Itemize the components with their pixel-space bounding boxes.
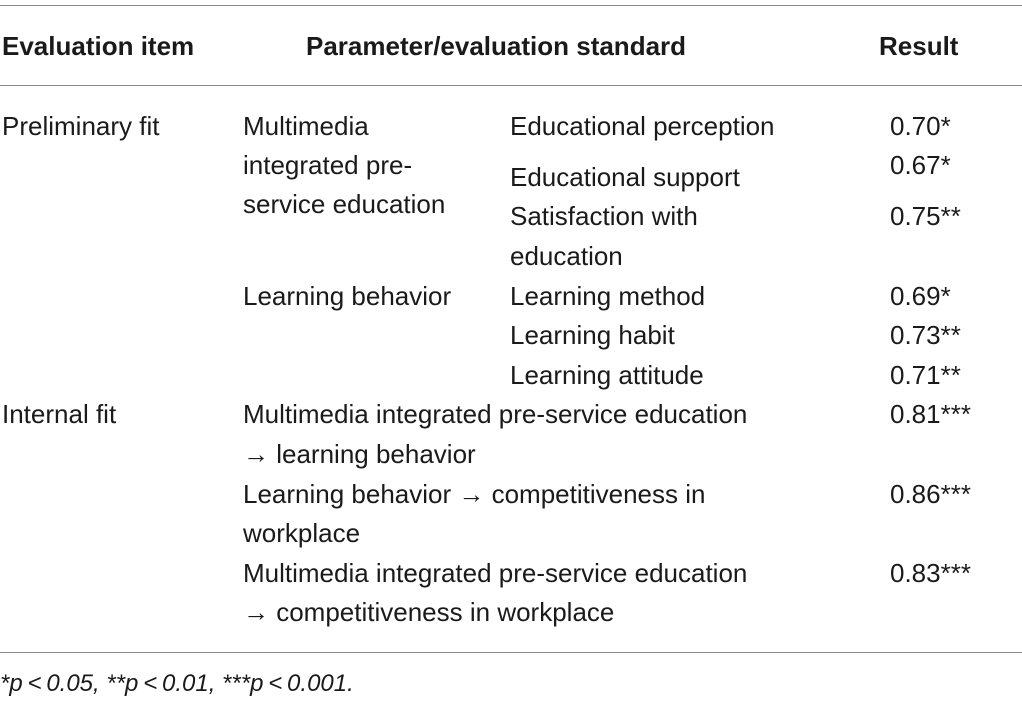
result-internal-2: 0.86***: [890, 479, 971, 509]
result-satisfaction: 0.75**: [890, 201, 961, 231]
result-learning-method: 0.69*: [890, 281, 951, 311]
standard-internal-3-line-1: Multimedia integrated pre-service education: [243, 558, 748, 588]
header-parameter-standard: Parameter/evaluation standard: [306, 31, 687, 61]
standard-educational-support: Educational support: [510, 162, 740, 192]
subgroup-learning-behavior: Learning behavior: [243, 281, 452, 311]
result-learning-attitude: 0.71**: [890, 360, 961, 390]
result-internal-1: 0.81***: [890, 399, 971, 429]
standard-learning-method: Learning method: [510, 281, 706, 311]
standard-satisfaction-line-2: education: [510, 241, 623, 271]
subgroup-multimedia-line-2: integrated pre-: [243, 150, 413, 180]
result-educational-support: 0.67*: [890, 150, 951, 180]
standard-internal-2-line-1: Learning behavior → competitiveness in: [243, 479, 706, 509]
standard-internal-3-line-2: → competitiveness in workplace: [243, 597, 615, 627]
standard-educational-perception: Educational perception: [510, 111, 775, 141]
standard-internal-1-line-1: Multimedia integrated pre-service education: [243, 399, 748, 429]
standard-internal-2-line-2: workplace: [243, 518, 361, 548]
header-evaluation-item: Evaluation item: [2, 31, 195, 61]
result-educational-perception: 0.70*: [890, 111, 951, 141]
table-top-rule: [0, 5, 1022, 6]
header-bottom-rule: [0, 85, 1022, 86]
subgroup-multimedia-line-3: service education: [243, 189, 446, 219]
standard-learning-habit: Learning habit: [510, 320, 675, 350]
result-learning-habit: 0.73**: [890, 320, 961, 350]
standard-learning-attitude: Learning attitude: [510, 360, 704, 390]
row-label-internal-fit: Internal fit: [2, 399, 117, 429]
standard-internal-1-line-2: → learning behavior: [243, 439, 476, 469]
subgroup-multimedia-line-1: Multimedia: [243, 111, 369, 141]
standard-satisfaction-line-1: Satisfaction with: [510, 201, 698, 231]
table-footnote: *p < 0.05, **p < 0.01, ***p < 0.001.: [0, 670, 354, 697]
header-result: Result: [879, 31, 959, 61]
row-label-preliminary-fit: Preliminary fit: [2, 111, 160, 141]
result-internal-3: 0.83***: [890, 558, 971, 588]
table-bottom-rule: [0, 652, 1022, 653]
